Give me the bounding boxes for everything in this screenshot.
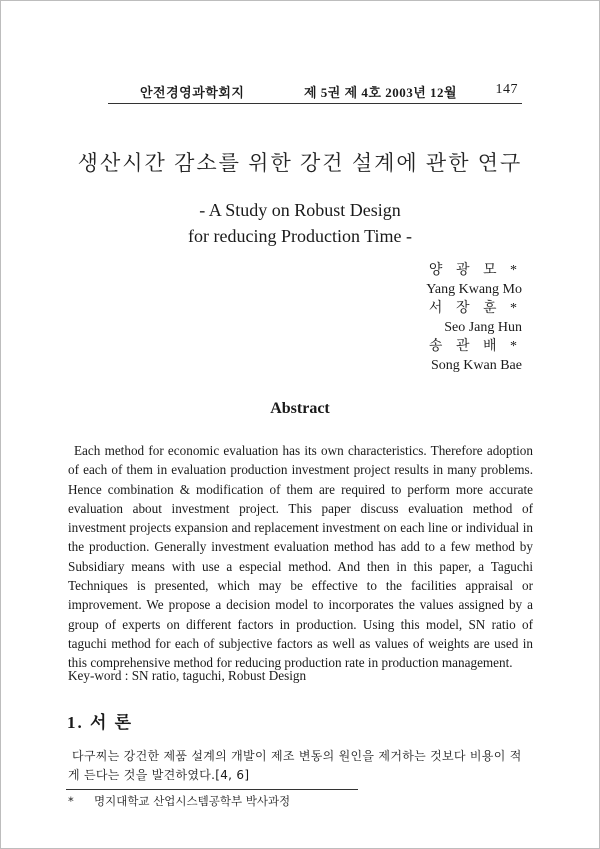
footnote-text: 명지대학교 산업시스템공학부 박사과정 <box>94 794 291 808</box>
page-number: 147 <box>495 82 518 97</box>
abstract-heading: Abstract <box>270 400 330 417</box>
title-english-line2: for reducing Production Time - <box>188 226 412 246</box>
issue-info: 제 5권 제 4호 2003년 12월 <box>304 85 458 100</box>
section-heading-introduction: 1. 서 론 <box>67 713 134 732</box>
title-english <box>0 197 600 249</box>
title-english-line1: - A Study on Robust Design <box>199 200 401 220</box>
author-1-korean: 양 광 모 * <box>428 263 522 278</box>
journal-name: 안전경영과학회지 <box>140 85 245 100</box>
author-2-english: Seo Jang Hun <box>444 320 522 335</box>
footnote-mark: * <box>68 794 74 808</box>
title-korean: 생산시간 감소를 위한 강건 설계에 관한 연구 <box>77 151 523 175</box>
author-1-english: Yang Kwang Mo <box>426 282 522 297</box>
abstract-body: Each method for economic evaluation has its own characteristics. Therefore adoption of each of them in evaluation production investment project results in many problems. Hence combination & modification of them are required to perform more accurate evaluation about investment project. This paper discuss evaluation method of investment projects expansion and replacement investment on each line or individual in the production. Generally investment evaluation method has add to a few method by Subsidiary means with use a especial method. And then in this paper, a Taguchi Techniques is presented, which may be effective to the facilities appraisal or improvement. We propose a decision model to incorporates the values assigned by a group of experts on different factors in production. Using this model, SN ratio of taguchi method for each of subjective factors as well as values of weights are used in this comprehensive method for reducing production rate in production management. <box>68 443 533 671</box>
section-body-introduction: 다구찌는 강건한 제품 설계의 개발이 제조 변동의 원인을 제거하는 것보다 비용이 적게 든다는 것을 발견하였다.[4, 6] <box>68 749 522 782</box>
footnote <box>68 793 290 809</box>
header-rule <box>108 103 522 104</box>
author-list <box>426 261 522 375</box>
author-2-korean: 서 장 훈 * <box>428 301 522 316</box>
footnote-rule <box>66 789 358 790</box>
author-3-korean: 송 관 배 * <box>428 339 522 354</box>
keywords: Key-word : SN ratio, taguchi, Robust Design <box>68 668 307 683</box>
author-3-english: Song Kwan Bae <box>431 358 522 373</box>
